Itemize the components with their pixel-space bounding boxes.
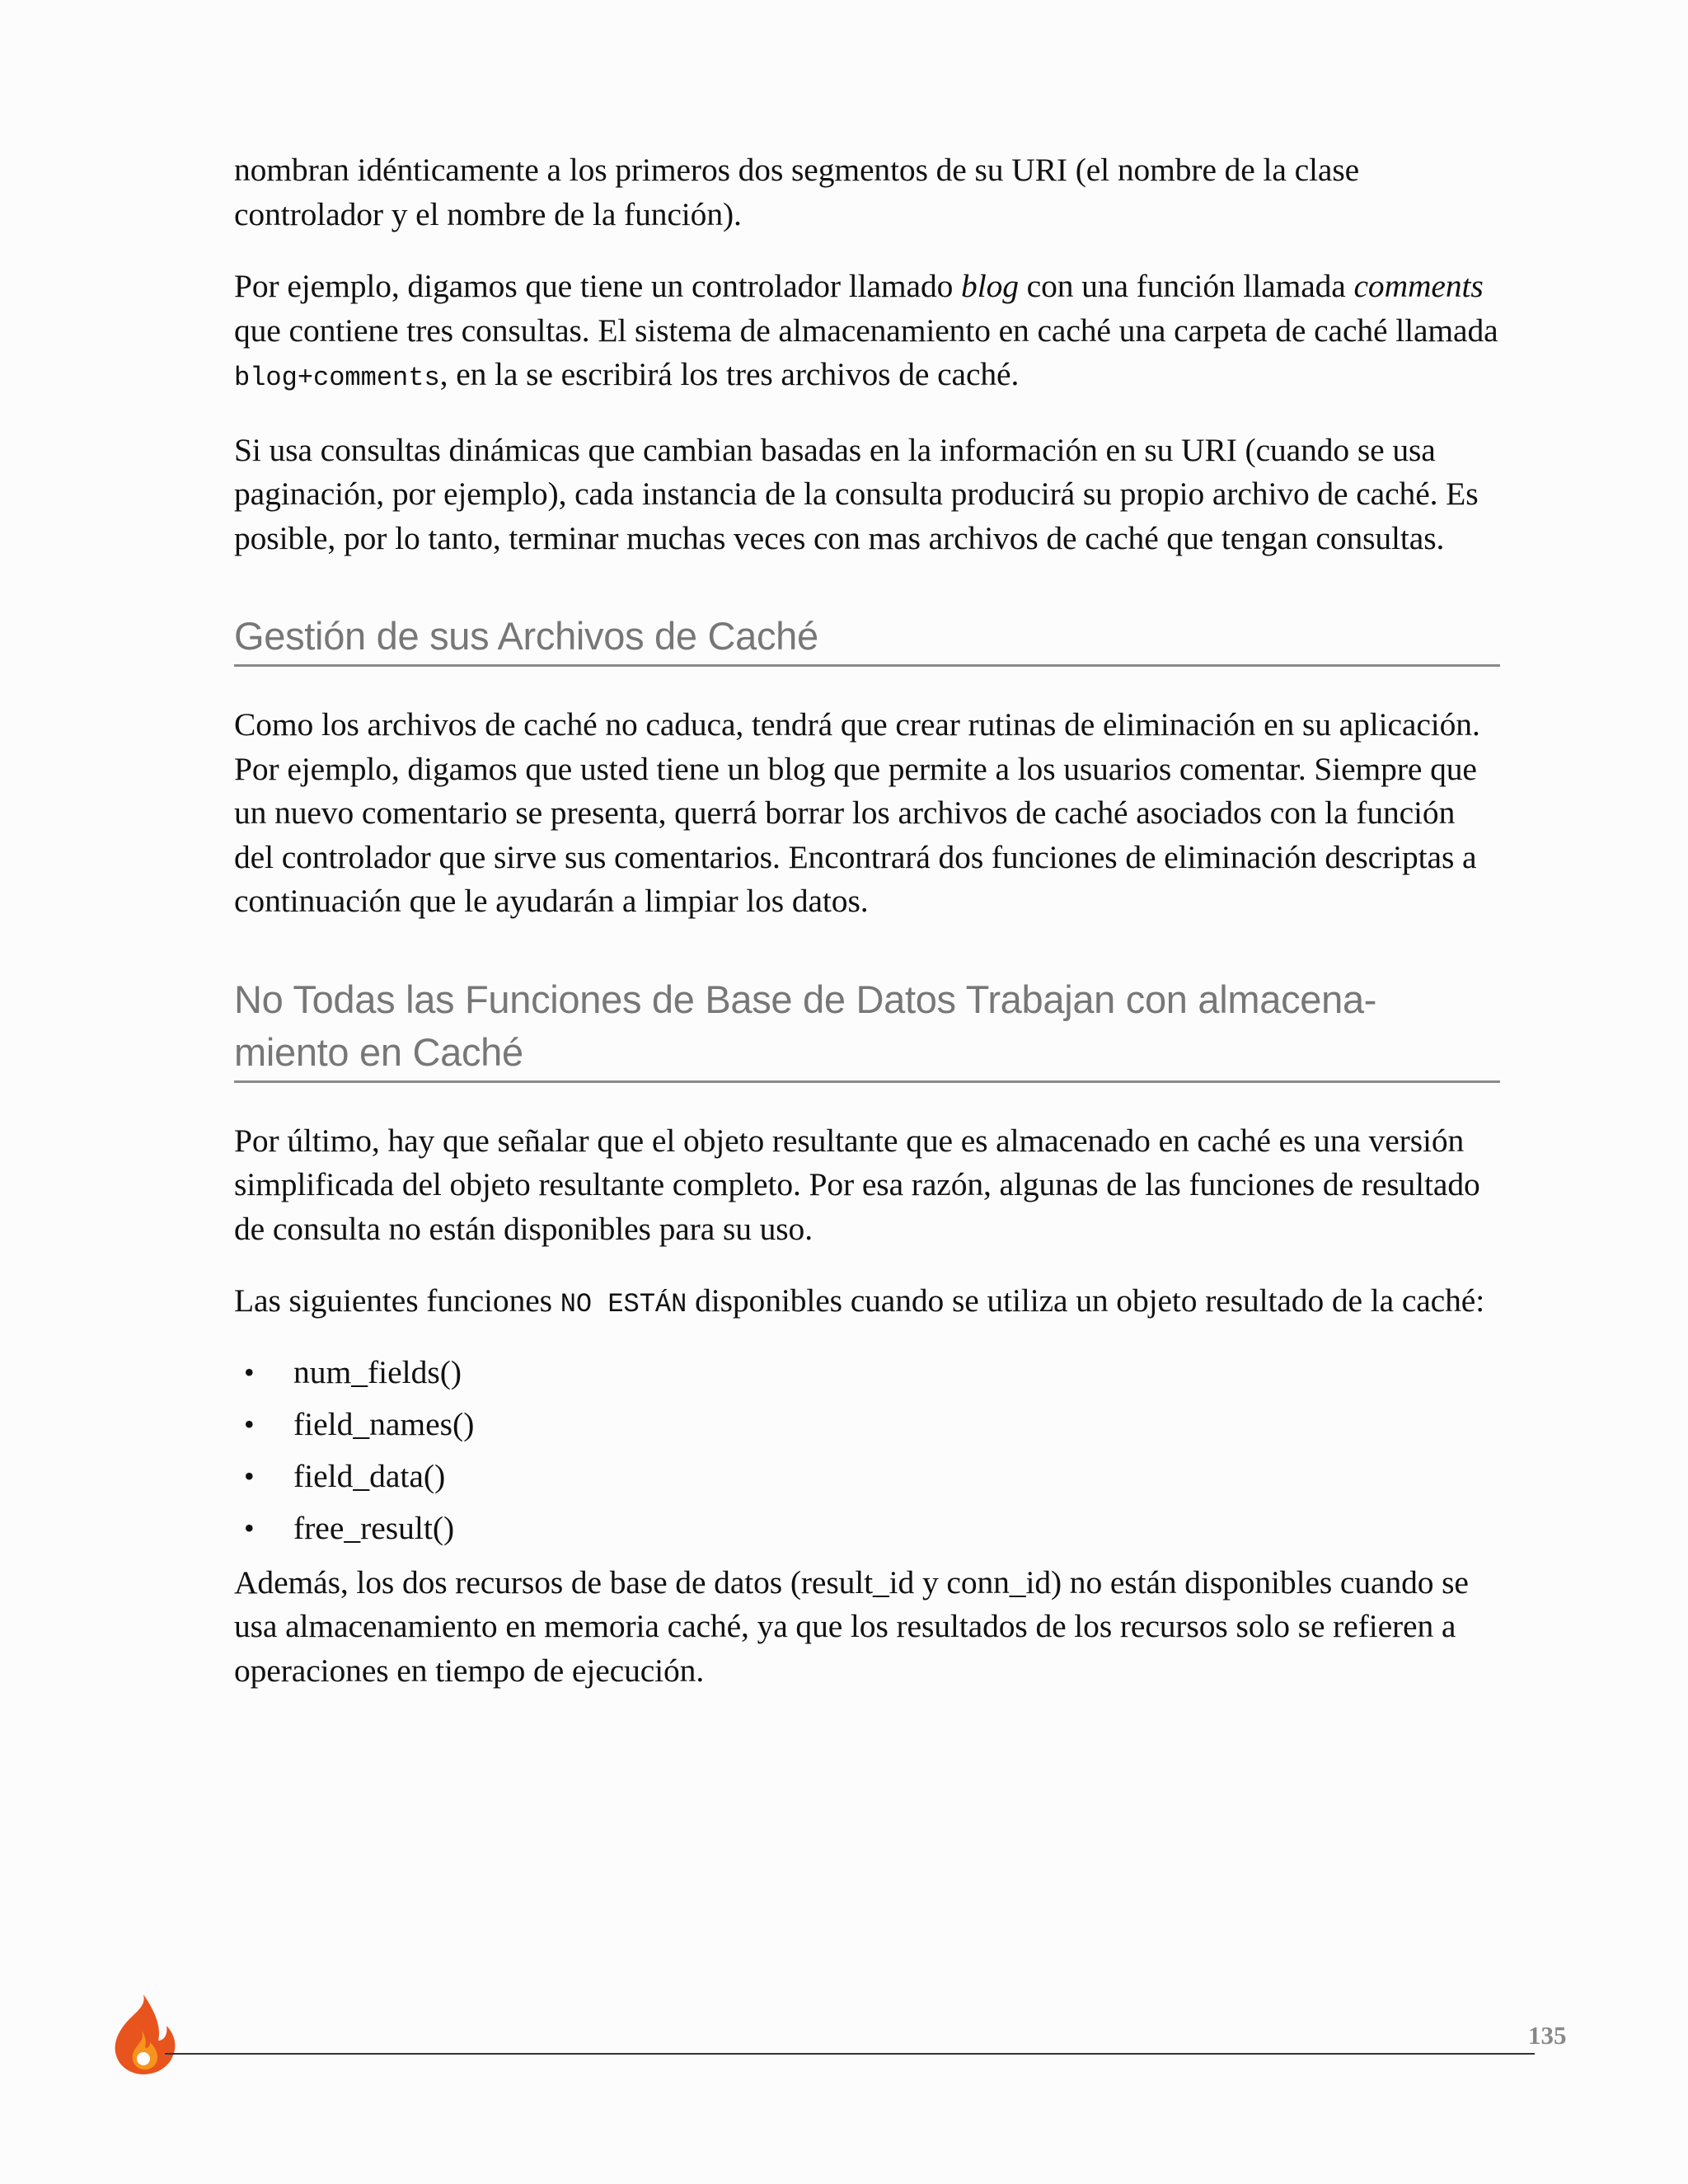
paragraph-cache-management: Como los archivos de caché no caduca, tendrá que crear rutinas de eliminación en su aplicación. Por ejemplo, digamos que usted tiene un blog que permite a los usuarios comentar. Siempre que un nuevo comentario se presenta, querrá borrar los archivos de caché asociados con la función del controlador que sirve sus comentarios. Encontrará dos funciones de eliminación descriptas a continuación que le ayudarán a limpiar los datos.: [234, 706, 1480, 919]
list-item: [234, 1502, 1500, 1554]
function-name: comments: [1353, 268, 1484, 304]
section-heading-wrap: [234, 610, 1500, 667]
paragraph-simplified-object: Por último, hay que señalar que el objeto resultante que es almacenado en caché es una versión simplificada del objeto resultante completo. Por esa razón, algunas de las funciones de resultado de consulta no están disponibles para su uso.: [234, 1122, 1480, 1247]
section-heading-not-all-functions: No Todas las Funciones de Base de Datos Trabajan con almacena-miento en Caché: [234, 977, 1377, 1074]
paragraph-resources: Además, los dos recursos de base de datos (result_id y conn_id) no están disponibles cuando se usa almacenamiento en memoria caché, ya que los resultados de los recursos solo se refieren a operaciones en tiempo de ejecución.: [234, 1563, 1469, 1689]
list-item-text: field_data(): [293, 1457, 446, 1494]
list-item: [234, 1399, 1500, 1451]
bullet: •: [244, 1511, 255, 1544]
list-item: [234, 1451, 1500, 1502]
paragraph-intro: nombran idénticamente a los primeros dos segmentos de su URI (el nombre de la clase controlador y el nombre de la función).: [234, 152, 1360, 232]
paragraph-dynamic-queries: Si usa consultas dinámicas que cambian basadas en la información en su URI (cuando se usa paginación, por ejemplo), cada instancia de la consulta producirá su propio archivo de caché. Es posible, por lo tanto, terminar muchas veces con mas archivos de caché que tengan consultas.: [234, 431, 1479, 556]
text-span: con una función llamada: [1018, 268, 1354, 304]
bullet: •: [244, 1355, 255, 1389]
footer-rule: [165, 2053, 1535, 2055]
controller-name: blog: [961, 268, 1019, 304]
bullet: •: [244, 1407, 255, 1441]
text-span: Por ejemplo, digamos que tiene un controlador llamado: [234, 268, 962, 304]
text-span: Las siguientes funciones: [234, 1282, 560, 1319]
page-number: 135: [1528, 2021, 1567, 2050]
function-list: [234, 1347, 1500, 1554]
content-column: [234, 148, 1500, 1721]
section-heading-wrap: [234, 973, 1500, 1083]
text-span: , en la se escribirá los tres archivos de caché.: [439, 356, 1020, 392]
flame-logo-icon: [106, 1993, 181, 2075]
list-item-text: num_fields(): [293, 1353, 462, 1390]
list-item-text: field_names(): [293, 1405, 475, 1442]
list-item-text: free_result(): [293, 1509, 455, 1546]
flame-core: [137, 2052, 150, 2065]
text-span: que contiene tres consultas. El sistema de almacenamiento en caché una carpeta de caché llamada: [234, 312, 1498, 349]
text-span: disponibles cuando se utiliza un objeto resultado de la caché:: [687, 1282, 1485, 1319]
bullet: •: [244, 1459, 255, 1493]
cache-folder-name: blog+comments: [234, 363, 440, 393]
section-heading-cache-management: Gestión de sus Archivos de Caché: [234, 614, 818, 658]
paragraph-example: [234, 265, 1500, 401]
list-item: [234, 1347, 1500, 1399]
not-available-code: NO ESTÁN: [560, 1289, 687, 1319]
paragraph-unavailable-functions: [234, 1279, 1500, 1327]
